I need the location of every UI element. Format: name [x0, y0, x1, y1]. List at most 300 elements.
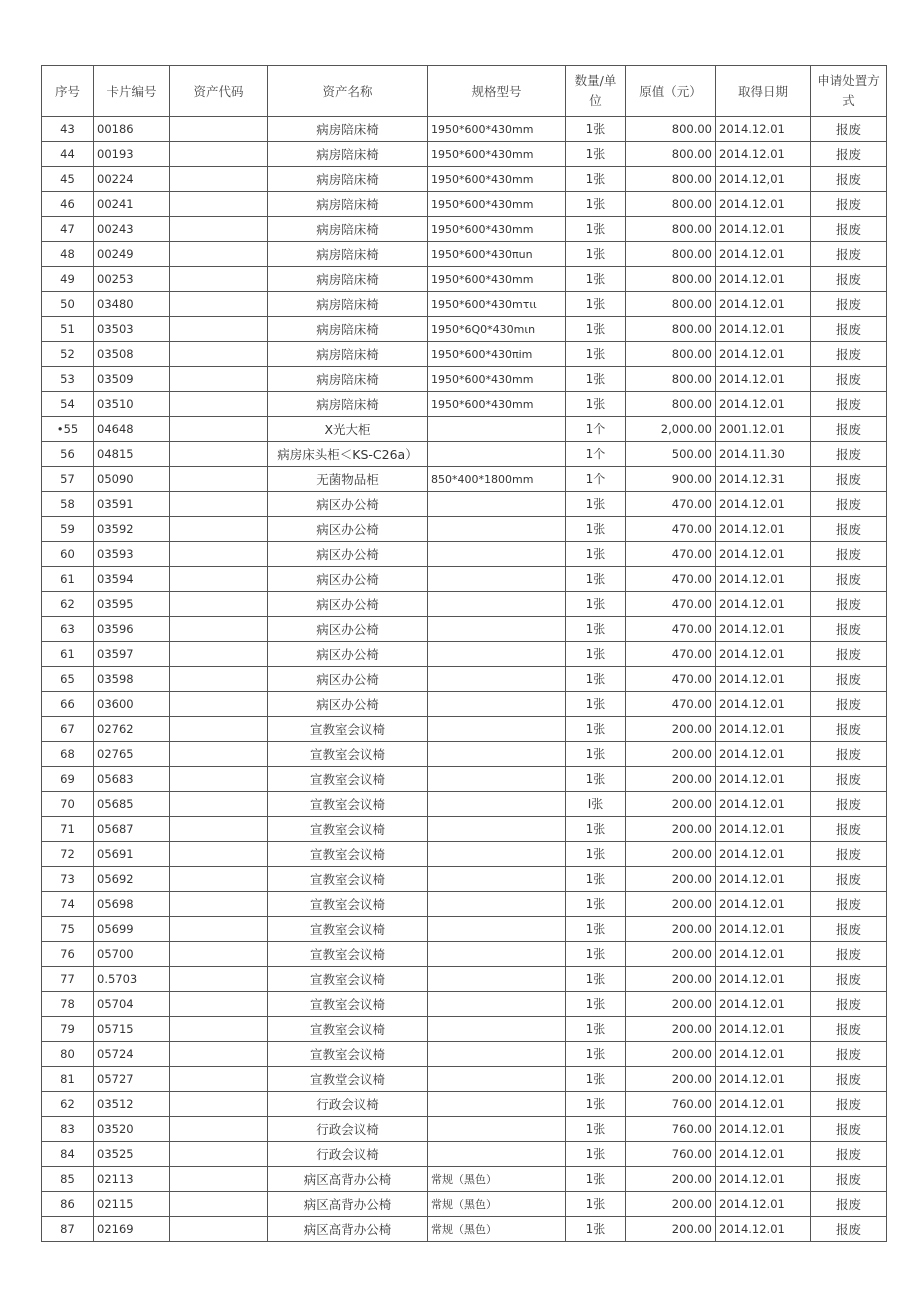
cell-disposal: 报废 — [811, 442, 887, 467]
cell-spec: 1950*600*430mτιι — [428, 292, 566, 317]
cell-disposal: 报废 — [811, 192, 887, 217]
cell-disposal: 报废 — [811, 242, 887, 267]
cell-card-no: 03597 — [94, 642, 170, 667]
cell-orig-value: 470.00 — [626, 692, 716, 717]
cell-orig-value: 200.00 — [626, 767, 716, 792]
cell-disposal: 报废 — [811, 117, 887, 142]
cell-acq-date: 2014.12.01 — [716, 967, 811, 992]
header-card-no: 卡片编号 — [94, 66, 170, 117]
cell-seq: 47 — [42, 217, 94, 242]
cell-seq: •55 — [42, 417, 94, 442]
cell-disposal: 报废 — [811, 1092, 887, 1117]
cell-asset-name: 病房陪床椅 — [268, 192, 428, 217]
cell-asset-code — [170, 742, 268, 767]
cell-disposal: 报废 — [811, 1042, 887, 1067]
cell-seq: 74 — [42, 892, 94, 917]
cell-asset-code — [170, 1092, 268, 1117]
cell-asset-name: 病房陪床椅 — [268, 317, 428, 342]
cell-spec — [428, 1067, 566, 1092]
cell-card-no: 03520 — [94, 1117, 170, 1142]
cell-card-no: 05699 — [94, 917, 170, 942]
cell-card-no: 05698 — [94, 892, 170, 917]
cell-qty-unit: 1张 — [566, 892, 626, 917]
cell-asset-name: 宣教室会议椅 — [268, 1042, 428, 1067]
cell-spec — [428, 842, 566, 867]
cell-seq: 60 — [42, 542, 94, 567]
cell-qty-unit: 1张 — [566, 367, 626, 392]
table-row — [42, 817, 887, 842]
cell-seq: 80 — [42, 1042, 94, 1067]
cell-disposal: 报废 — [811, 392, 887, 417]
cell-qty-unit: 1张 — [566, 967, 626, 992]
cell-spec: 1950*600*430mm — [428, 142, 566, 167]
cell-spec: 1950*600*430πun — [428, 242, 566, 267]
cell-asset-code — [170, 1217, 268, 1242]
cell-card-no: 00249 — [94, 242, 170, 267]
cell-spec: 常规（黑色） — [428, 1217, 566, 1242]
cell-seq: 57 — [42, 467, 94, 492]
cell-asset-name: 病房陪床椅 — [268, 342, 428, 367]
cell-asset-code — [170, 542, 268, 567]
cell-asset-code — [170, 642, 268, 667]
cell-card-no: 02169 — [94, 1217, 170, 1242]
cell-seq: 68 — [42, 742, 94, 767]
table-row — [42, 667, 887, 692]
cell-acq-date: 2014.12.01 — [716, 717, 811, 742]
cell-acq-date: 2014.12.01 — [716, 1142, 811, 1167]
cell-spec — [428, 442, 566, 467]
cell-spec — [428, 642, 566, 667]
cell-spec — [428, 817, 566, 842]
table-row — [42, 417, 887, 442]
table-row — [42, 717, 887, 742]
cell-asset-code — [170, 592, 268, 617]
cell-spec — [428, 892, 566, 917]
cell-asset-name: 病区办公椅 — [268, 692, 428, 717]
cell-spec — [428, 667, 566, 692]
cell-spec — [428, 1092, 566, 1117]
cell-seq: 62 — [42, 592, 94, 617]
cell-card-no: 03593 — [94, 542, 170, 567]
cell-disposal: 报废 — [811, 592, 887, 617]
cell-qty-unit: 1张 — [566, 1167, 626, 1192]
cell-disposal: 报废 — [811, 292, 887, 317]
cell-spec: 1950*600*430mm — [428, 192, 566, 217]
cell-seq: 77 — [42, 967, 94, 992]
header-disposal: 申请处置方式 — [811, 66, 887, 117]
cell-card-no: 05691 — [94, 842, 170, 867]
table-row — [42, 192, 887, 217]
cell-qty-unit: 1张 — [566, 867, 626, 892]
cell-asset-code — [170, 392, 268, 417]
cell-asset-code — [170, 492, 268, 517]
table-row — [42, 142, 887, 167]
cell-seq: 84 — [42, 1142, 94, 1167]
table-row — [42, 392, 887, 417]
cell-seq: 50 — [42, 292, 94, 317]
cell-acq-date: 2014.12.01 — [716, 742, 811, 767]
cell-spec — [428, 542, 566, 567]
cell-orig-value: 470.00 — [626, 492, 716, 517]
table-row — [42, 442, 887, 467]
cell-spec — [428, 917, 566, 942]
cell-card-no: 02115 — [94, 1192, 170, 1217]
cell-asset-name: 病区办公椅 — [268, 642, 428, 667]
cell-qty-unit: 1张 — [566, 292, 626, 317]
cell-asset-name: 行政会议椅 — [268, 1117, 428, 1142]
cell-acq-date: 2014.12.01 — [716, 192, 811, 217]
cell-qty-unit: 1张 — [566, 717, 626, 742]
cell-asset-code — [170, 1067, 268, 1092]
cell-card-no: 00193 — [94, 142, 170, 167]
cell-seq: 46 — [42, 192, 94, 217]
cell-disposal: 报废 — [811, 317, 887, 342]
cell-orig-value: 470.00 — [626, 667, 716, 692]
cell-disposal: 报废 — [811, 517, 887, 542]
cell-asset-name: 病房陪床椅 — [268, 392, 428, 417]
cell-qty-unit: 1张 — [566, 942, 626, 967]
cell-orig-value: 200.00 — [626, 717, 716, 742]
cell-orig-value: 2,000.00 — [626, 417, 716, 442]
header-spec: 规格型号 — [428, 66, 566, 117]
cell-disposal: 报废 — [811, 892, 887, 917]
cell-asset-code — [170, 692, 268, 717]
cell-orig-value: 800.00 — [626, 192, 716, 217]
cell-qty-unit: 1张 — [566, 167, 626, 192]
cell-acq-date: 2014.12.01 — [716, 817, 811, 842]
cell-acq-date: 2014.12.01 — [716, 842, 811, 867]
cell-acq-date: 2014.12.01 — [716, 1192, 811, 1217]
table-row — [42, 117, 887, 142]
cell-orig-value: 200.00 — [626, 1217, 716, 1242]
cell-card-no: 04648 — [94, 417, 170, 442]
cell-asset-name: 病房陪床椅 — [268, 217, 428, 242]
cell-card-no: 00224 — [94, 167, 170, 192]
cell-qty-unit: 1张 — [566, 617, 626, 642]
cell-card-no: 05727 — [94, 1067, 170, 1092]
cell-asset-name: 宣教室会议椅 — [268, 767, 428, 792]
cell-disposal: 报废 — [811, 1067, 887, 1092]
cell-spec — [428, 967, 566, 992]
cell-seq: 61 — [42, 567, 94, 592]
cell-card-no: 03591 — [94, 492, 170, 517]
cell-disposal: 报废 — [811, 667, 887, 692]
cell-acq-date: 2014.12.01 — [716, 517, 811, 542]
cell-card-no: 03598 — [94, 667, 170, 692]
cell-card-no: 04815 — [94, 442, 170, 467]
cell-orig-value: 200.00 — [626, 1017, 716, 1042]
header-acq-date: 取得日期 — [716, 66, 811, 117]
table-row — [42, 492, 887, 517]
cell-acq-date: 2014.12.01 — [716, 642, 811, 667]
cell-disposal: 报废 — [811, 1017, 887, 1042]
cell-spec — [428, 567, 566, 592]
cell-acq-date: 2014.12.01 — [716, 392, 811, 417]
cell-asset-code — [170, 842, 268, 867]
cell-orig-value: 200.00 — [626, 817, 716, 842]
cell-orig-value: 800.00 — [626, 167, 716, 192]
header-row — [42, 66, 887, 117]
cell-disposal: 报废 — [811, 492, 887, 517]
cell-orig-value: 470.00 — [626, 517, 716, 542]
cell-asset-name: 病房陪床椅 — [268, 367, 428, 392]
cell-spec: 1950*600*430mm — [428, 367, 566, 392]
cell-asset-name: 病区办公椅 — [268, 517, 428, 542]
cell-qty-unit: 1张 — [566, 1117, 626, 1142]
cell-seq: 48 — [42, 242, 94, 267]
cell-spec: 常规（黑色） — [428, 1192, 566, 1217]
cell-qty-unit: 1张 — [566, 1092, 626, 1117]
cell-asset-code — [170, 567, 268, 592]
cell-spec — [428, 517, 566, 542]
cell-acq-date: 2014.12.01 — [716, 1067, 811, 1092]
cell-asset-name: 宣教室会议椅 — [268, 817, 428, 842]
cell-disposal: 报废 — [811, 142, 887, 167]
cell-orig-value: 800.00 — [626, 117, 716, 142]
cell-seq: 49 — [42, 267, 94, 292]
table-row — [42, 792, 887, 817]
cell-spec: 1950*600*430mm — [428, 167, 566, 192]
cell-card-no: 03600 — [94, 692, 170, 717]
cell-disposal: 报废 — [811, 542, 887, 567]
cell-asset-name: 宣教室会议椅 — [268, 842, 428, 867]
cell-qty-unit: 1张 — [566, 667, 626, 692]
cell-disposal: 报废 — [811, 367, 887, 392]
cell-disposal: 报废 — [811, 692, 887, 717]
table-row — [42, 692, 887, 717]
cell-asset-name: 病房陪床椅 — [268, 142, 428, 167]
cell-asset-name: 宣教室会议椅 — [268, 992, 428, 1017]
cell-orig-value: 800.00 — [626, 392, 716, 417]
cell-card-no: 05683 — [94, 767, 170, 792]
cell-asset-code — [170, 142, 268, 167]
cell-qty-unit: 1张 — [566, 592, 626, 617]
cell-asset-code — [170, 517, 268, 542]
cell-spec: 1950*6Q0*430mιn — [428, 317, 566, 342]
cell-seq: 58 — [42, 492, 94, 517]
cell-acq-date: 2014.12.01 — [716, 242, 811, 267]
table-row — [42, 567, 887, 592]
cell-seq: 54 — [42, 392, 94, 417]
cell-asset-code — [170, 217, 268, 242]
cell-spec: 1950*600*430mm — [428, 267, 566, 292]
cell-asset-name: 宣教室会议椅 — [268, 1017, 428, 1042]
cell-asset-code — [170, 117, 268, 142]
cell-disposal: 报废 — [811, 167, 887, 192]
cell-asset-name: 病房陪床椅 — [268, 117, 428, 142]
cell-disposal: 报废 — [811, 817, 887, 842]
cell-card-no: 00243 — [94, 217, 170, 242]
cell-orig-value: 200.00 — [626, 967, 716, 992]
cell-spec — [428, 617, 566, 642]
cell-disposal: 报废 — [811, 1167, 887, 1192]
cell-disposal: 报废 — [811, 342, 887, 367]
cell-disposal: 报废 — [811, 867, 887, 892]
cell-asset-code — [170, 792, 268, 817]
cell-disposal: 报废 — [811, 1117, 887, 1142]
cell-asset-name: 行政会议椅 — [268, 1142, 428, 1167]
cell-qty-unit: 1张 — [566, 142, 626, 167]
cell-spec — [428, 1117, 566, 1142]
cell-card-no: 05090 — [94, 467, 170, 492]
cell-spec — [428, 592, 566, 617]
cell-acq-date: 2014.12.01 — [716, 892, 811, 917]
cell-asset-code — [170, 917, 268, 942]
cell-card-no: 05715 — [94, 1017, 170, 1042]
cell-acq-date: 2014.12.01 — [716, 117, 811, 142]
cell-asset-code — [170, 942, 268, 967]
cell-acq-date: 2014.12.01 — [716, 542, 811, 567]
cell-disposal: 报废 — [811, 1192, 887, 1217]
cell-asset-name: 病区办公椅 — [268, 617, 428, 642]
cell-asset-code — [170, 667, 268, 692]
cell-seq: 65 — [42, 667, 94, 692]
cell-orig-value: 800.00 — [626, 217, 716, 242]
cell-orig-value: 900.00 — [626, 467, 716, 492]
cell-acq-date: 2014.12.31 — [716, 467, 811, 492]
cell-seq: 73 — [42, 867, 94, 892]
table-row — [42, 767, 887, 792]
cell-qty-unit: 1个 — [566, 442, 626, 467]
cell-asset-code — [170, 242, 268, 267]
cell-seq: 86 — [42, 1192, 94, 1217]
cell-asset-name: 宣教室会议椅 — [268, 917, 428, 942]
cell-asset-code — [170, 367, 268, 392]
cell-card-no: 00186 — [94, 117, 170, 142]
cell-asset-code — [170, 1017, 268, 1042]
cell-orig-value: 800.00 — [626, 367, 716, 392]
cell-asset-name: 病区办公椅 — [268, 567, 428, 592]
table-row — [42, 867, 887, 892]
header-asset-code: 资产代码 — [170, 66, 268, 117]
cell-card-no: 05724 — [94, 1042, 170, 1067]
cell-asset-code — [170, 617, 268, 642]
cell-asset-code — [170, 1042, 268, 1067]
cell-acq-date: 2014.12.01 — [716, 292, 811, 317]
cell-asset-code — [170, 1192, 268, 1217]
header-orig-value: 原值（元） — [626, 66, 716, 117]
cell-seq: 69 — [42, 767, 94, 792]
table-header — [42, 66, 887, 117]
cell-qty-unit: 1张 — [566, 392, 626, 417]
cell-asset-code — [170, 817, 268, 842]
cell-spec — [428, 942, 566, 967]
header-asset-name: 资产名称 — [268, 66, 428, 117]
cell-spec: 850*400*1800mm — [428, 467, 566, 492]
cell-qty-unit: 1张 — [566, 492, 626, 517]
cell-asset-code — [170, 967, 268, 992]
cell-seq: 87 — [42, 1217, 94, 1242]
table-row — [42, 267, 887, 292]
cell-qty-unit: Ι张 — [566, 792, 626, 817]
cell-qty-unit: 1个 — [566, 417, 626, 442]
cell-spec — [428, 417, 566, 442]
cell-spec — [428, 792, 566, 817]
cell-qty-unit: 1张 — [566, 342, 626, 367]
cell-card-no: 03594 — [94, 567, 170, 592]
cell-disposal: 报废 — [811, 717, 887, 742]
cell-spec — [428, 867, 566, 892]
cell-seq: 81 — [42, 1067, 94, 1092]
cell-disposal: 报废 — [811, 967, 887, 992]
cell-acq-date: 2014.12.01 — [716, 617, 811, 642]
cell-qty-unit: 1张 — [566, 1142, 626, 1167]
table-row — [42, 617, 887, 642]
cell-card-no: 03480 — [94, 292, 170, 317]
table-row — [42, 542, 887, 567]
cell-spec — [428, 1017, 566, 1042]
cell-spec: 常规（黑色） — [428, 1167, 566, 1192]
cell-seq: 63 — [42, 617, 94, 642]
cell-spec: 1950*600*430mm — [428, 217, 566, 242]
cell-asset-code — [170, 1167, 268, 1192]
cell-seq: 79 — [42, 1017, 94, 1042]
cell-orig-value: 200.00 — [626, 942, 716, 967]
cell-disposal: 报废 — [811, 417, 887, 442]
cell-orig-value: 200.00 — [626, 917, 716, 942]
cell-disposal: 报废 — [811, 267, 887, 292]
cell-seq: 59 — [42, 517, 94, 542]
header-seq: 序号 — [42, 66, 94, 117]
cell-seq: 51 — [42, 317, 94, 342]
header-qty-unit: 数量/单位 — [566, 66, 626, 117]
table-row — [42, 1092, 887, 1117]
cell-disposal: 报废 — [811, 992, 887, 1017]
cell-orig-value: 470.00 — [626, 592, 716, 617]
table-row — [42, 992, 887, 1017]
cell-card-no: 03512 — [94, 1092, 170, 1117]
cell-card-no: 05704 — [94, 992, 170, 1017]
cell-qty-unit: 1张 — [566, 242, 626, 267]
table-row — [42, 467, 887, 492]
cell-asset-code — [170, 267, 268, 292]
cell-orig-value: 200.00 — [626, 892, 716, 917]
cell-disposal: 报废 — [811, 1142, 887, 1167]
table-row — [42, 517, 887, 542]
cell-qty-unit: 1张 — [566, 692, 626, 717]
cell-acq-date: 2014.12.01 — [716, 942, 811, 967]
cell-acq-date: 2014.12.01 — [716, 567, 811, 592]
cell-orig-value: 800.00 — [626, 342, 716, 367]
table-row — [42, 967, 887, 992]
cell-asset-code — [170, 467, 268, 492]
table-row — [42, 917, 887, 942]
cell-asset-code — [170, 1142, 268, 1167]
cell-spec — [428, 492, 566, 517]
cell-spec — [428, 1142, 566, 1167]
cell-asset-code — [170, 867, 268, 892]
table-row — [42, 317, 887, 342]
cell-asset-name: 病区高背办公椅 — [268, 1192, 428, 1217]
cell-acq-date: 2014.11.30 — [716, 442, 811, 467]
cell-asset-code — [170, 292, 268, 317]
cell-asset-code — [170, 717, 268, 742]
cell-spec — [428, 992, 566, 1017]
cell-seq: 75 — [42, 917, 94, 942]
cell-disposal: 报废 — [811, 792, 887, 817]
cell-card-no: 0.5703 — [94, 967, 170, 992]
cell-orig-value: 760.00 — [626, 1092, 716, 1117]
cell-disposal: 报废 — [811, 467, 887, 492]
table-row — [42, 1167, 887, 1192]
cell-acq-date: 2014.12.01 — [716, 1017, 811, 1042]
cell-disposal: 报废 — [811, 642, 887, 667]
table-row — [42, 742, 887, 767]
cell-seq: 61 — [42, 642, 94, 667]
cell-seq: 85 — [42, 1167, 94, 1192]
cell-disposal: 报废 — [811, 742, 887, 767]
cell-seq: 43 — [42, 117, 94, 142]
